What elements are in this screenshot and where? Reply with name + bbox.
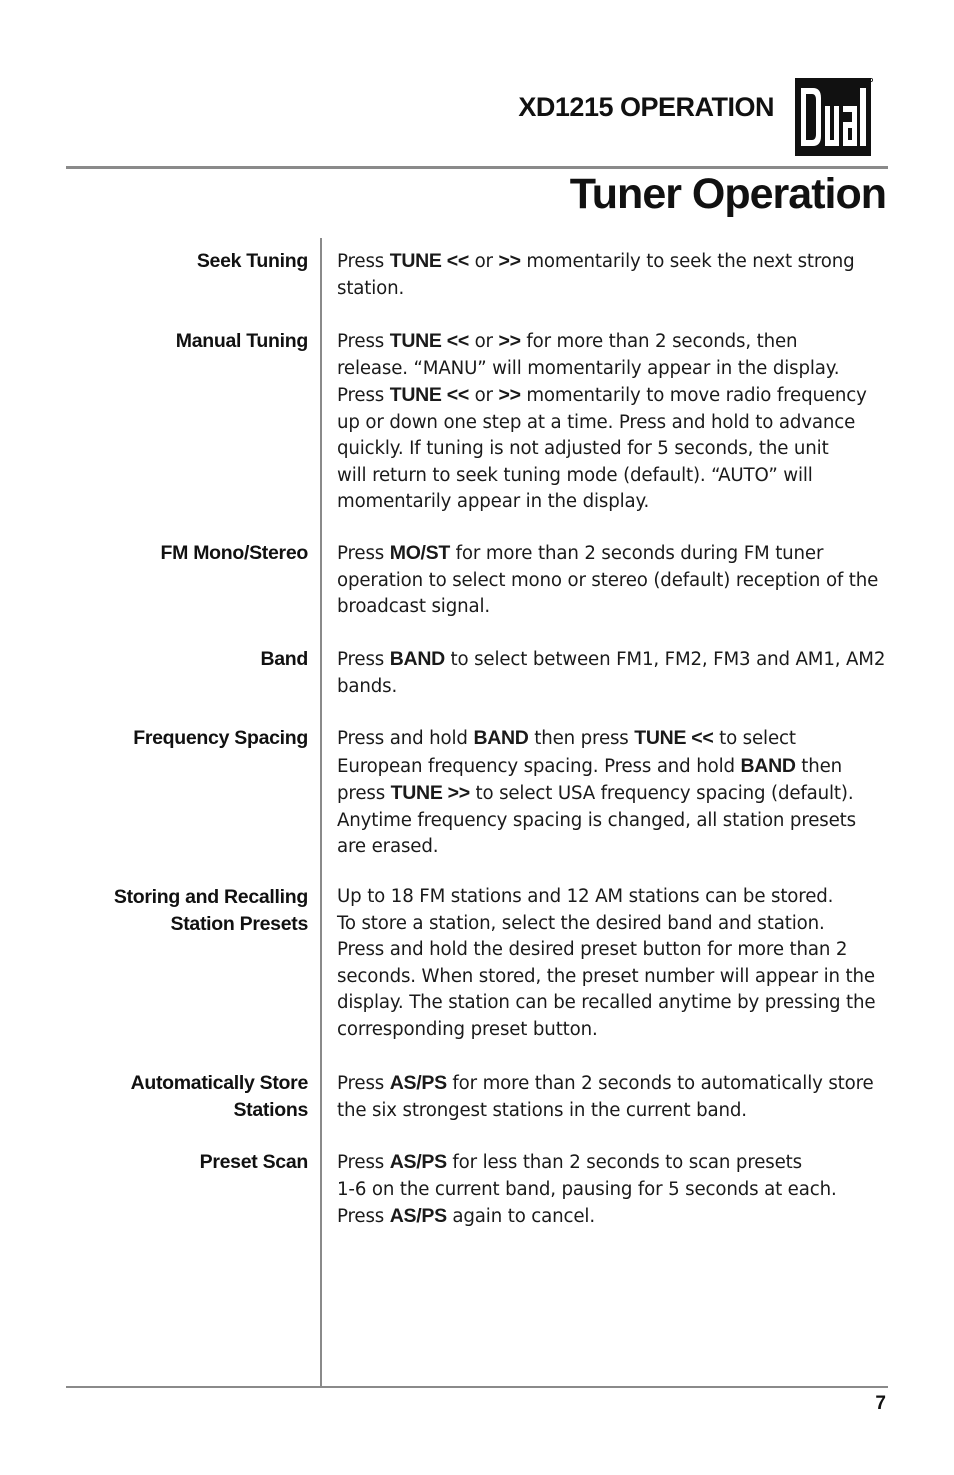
column-divider	[320, 238, 322, 1388]
button-name: AS/PS	[389, 1205, 447, 1227]
button-name: TUNE <<	[634, 727, 714, 749]
header-title: XD1215 OPERATION	[518, 92, 774, 122]
section-body: Press AS/PS for less than 2 seconds to scan presets 1-6 on the current band, pausing for 5 seconds at each. Press AS/PS again to cancel.	[337, 1151, 837, 1227]
button-name: >>	[498, 250, 521, 272]
section-label: Storing and Recalling Station Presets	[113, 886, 308, 935]
button-name: MO/ST	[389, 542, 450, 564]
section-body: Up to 18 FM stations and 12 AM stations can be stored. To store a station, select the desired band and station. Press and hold the desired preset button for more than 2 seconds. When stored, the preset number will appear in the display. The station can be recalled anytime by pressing the corresponding preset button.	[337, 886, 876, 1040]
button-name: AS/PS	[389, 1072, 447, 1094]
section-label: Seek Tuning	[196, 250, 308, 272]
button-name: TUNE <<	[389, 250, 469, 272]
dual-logo	[795, 78, 873, 156]
section-body: Press TUNE << or >> for more than 2 seconds, then release. “MANU” will momentarily appear in the display. Press TUNE << or >> momentarily to move radio frequency up or down one step at a time. Press and hold to advance quickly. If tuning is not adjusted for 5 seconds, the unit will return to seek tuning mode (default). “AUTO” will momentarily appear in the display.	[337, 330, 867, 512]
section-body: Press TUNE << or >> momentarily to seek the next strong station.	[337, 250, 855, 299]
button-name: BAND	[389, 648, 445, 670]
section-label: Manual Tuning	[175, 330, 308, 352]
button-name: TUNE <<	[389, 330, 469, 352]
button-name: >>	[498, 330, 521, 352]
section-body: Press MO/ST for more than 2 seconds during FM tuner operation to select mono or stereo (default) reception of the broadcast signal.	[337, 542, 879, 617]
section-body: Press BAND to select between FM1, FM2, FM3 and AM1, AM2 bands.	[337, 648, 886, 697]
section-label: Band	[260, 648, 308, 670]
section-label: FM Mono/Stereo	[160, 542, 308, 564]
button-name: BAND	[473, 727, 529, 749]
footer-rule	[66, 1386, 888, 1388]
button-name: TUNE >>	[390, 782, 470, 804]
header-rule	[66, 166, 888, 169]
section-label: Preset Scan	[199, 1151, 308, 1173]
button-name: >>	[498, 384, 521, 406]
section-body: Press and hold BAND then press TUNE << to select European frequency spacing. Press and hold BAND then press TUNE >> to select USA frequency spacing (default). Anytime frequency spacing is changed, all station presets are erased.	[337, 727, 856, 857]
section-body: Press AS/PS for more than 2 seconds to automatically store the six strongest stations in the current band.	[337, 1072, 874, 1121]
button-name: AS/PS	[389, 1151, 447, 1173]
button-name: BAND	[740, 754, 796, 777]
button-name: TUNE <<	[389, 384, 469, 406]
page-number: 7	[875, 1393, 886, 1414]
page-title: Tuner Operation	[569, 170, 886, 218]
section-label: Frequency Spacing	[133, 727, 308, 749]
section-label: Automatically Store Stations	[130, 1072, 308, 1121]
